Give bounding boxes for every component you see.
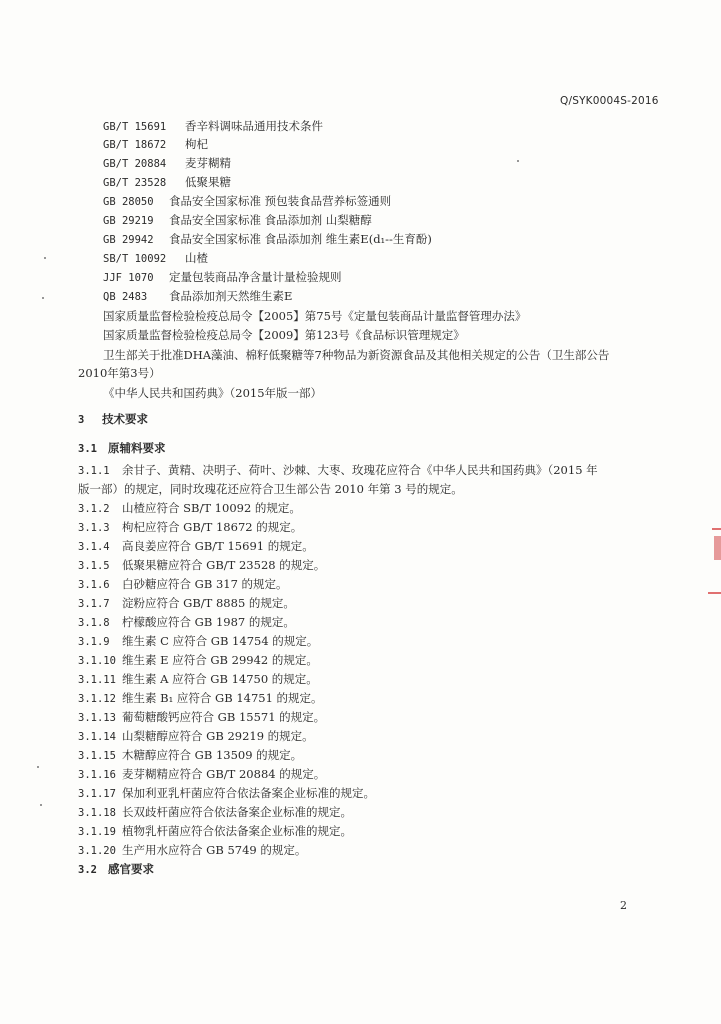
requirement-item: [78, 728, 314, 745]
requirement-item: [78, 766, 325, 783]
reference-title: 枸杞: [185, 137, 208, 151]
subsection-heading: [78, 440, 166, 457]
requirement-text: 保加利亚乳杆菌应符合依法备案企业标准的规定。: [122, 786, 375, 800]
reference-title: 食品安全国家标准 食品添加剂 山梨糖醇: [169, 213, 372, 227]
requirement-item: [78, 595, 295, 612]
reference-item: [103, 193, 391, 210]
requirement-number: 3.1.16: [78, 769, 116, 781]
requirement-number: 3.1.5: [78, 560, 110, 572]
regulation-order: 国家质量监督检验检疫总局令【2005】第75号《定量包装商品计量监督管理办法》: [103, 309, 527, 323]
announcement-line: 卫生部关于批准DHA藻油、棉籽低聚糖等7种物品为新资源食品及其他相关规定的公告（卫生部公告: [103, 348, 610, 362]
requirement-text: 木糖醇应符合 GB 13509 的规定。: [122, 748, 303, 762]
requirement-number: 3.1.10: [78, 655, 116, 667]
requirement-number: 3.1.2: [78, 503, 110, 515]
requirement-text: 维生素 A 应符合 GB 14750 的规定。: [122, 672, 318, 686]
requirement-item: [78, 500, 301, 517]
reference-item: [103, 250, 208, 267]
reference-title: 食品添加剂天然维生素E: [169, 289, 293, 303]
requirement-text: 枸杞应符合 GB/T 18672 的规定。: [122, 520, 303, 534]
reference-code: GB/T 23528: [103, 177, 167, 189]
subsection-heading: [78, 861, 154, 878]
requirement-item: [78, 804, 352, 821]
requirement-continuation: 版一部）的规定，同时玫瑰花还应符合卫生部公告 2010 年第 3 号的规定。: [78, 482, 463, 496]
reference-title: 食品安全国家标准 预包装食品营养标签通则: [169, 194, 392, 208]
requirement-item: [78, 747, 302, 764]
requirement-text: 植物乳杆菌应符合依法备案企业标准的规定。: [122, 824, 352, 838]
requirement-number: 3.1.9: [78, 636, 110, 648]
reference-item: [103, 118, 323, 135]
requirement-text: 生产用水应符合 GB 5749 的规定。: [122, 843, 307, 857]
seal-fragment: [714, 536, 721, 560]
requirement-number: 3.1.15: [78, 750, 116, 762]
reference-code: GB 29219: [103, 215, 154, 227]
section-number: 3: [78, 414, 85, 426]
pharmacopoeia-reference: 《中华人民共和国药典》（2015年版一部）: [103, 386, 323, 400]
requirement-number: 3.1.6: [78, 579, 110, 591]
subsection-title: 感官要求: [108, 862, 154, 876]
requirement-number: 3.1.8: [78, 617, 110, 629]
requirement-text: 高良姜应符合 GB/T 15691 的规定。: [122, 539, 314, 553]
requirement-number: 3.1.13: [78, 712, 116, 724]
requirement-item: [78, 557, 325, 574]
requirement-item: [78, 842, 306, 859]
reference-item: [103, 155, 231, 172]
requirement-number: 3.1.7: [78, 598, 110, 610]
requirement-text: 维生素 C 应符合 GB 14754 的规定。: [122, 634, 319, 648]
reference-title: 定量包装商品净含量计量检验规则: [169, 270, 342, 284]
scan-speck: [40, 804, 42, 806]
requirement-item: [78, 576, 288, 593]
seal-fragment: [712, 528, 721, 530]
requirement-text: 白砂糖应符合 GB 317 的规定。: [122, 577, 288, 591]
reference-item: [103, 136, 208, 153]
seal-fragment: [708, 592, 721, 594]
reference-code: QB 2483: [103, 291, 148, 303]
scan-speck: [37, 766, 39, 768]
requirement-number: 3.1.18: [78, 807, 116, 819]
requirement-text: 葡萄糖酸钙应符合 GB 15571 的规定。: [122, 710, 326, 724]
reference-code: GB/T 15691: [103, 121, 167, 133]
reference-item: [103, 269, 342, 286]
section-heading: [78, 411, 148, 428]
requirement-item: [78, 709, 325, 726]
scan-speck: [44, 257, 46, 259]
reference-code: GB 28050: [103, 196, 154, 208]
requirement-text: 维生素 E 应符合 GB 29942 的规定。: [122, 653, 318, 667]
reference-code: GB/T 20884: [103, 158, 167, 170]
requirement-text: 柠檬酸应符合 GB 1987 的规定。: [122, 615, 295, 629]
requirement-number: 3.1.4: [78, 541, 110, 553]
reference-item: [103, 212, 372, 229]
requirement-item: [78, 519, 302, 536]
requirement-number: 3.1.12: [78, 693, 116, 705]
requirement-item: [78, 614, 295, 631]
requirement-item: [78, 785, 375, 802]
subsection-title: 原辅料要求: [108, 441, 166, 455]
reference-code: GB 29942: [103, 234, 154, 246]
requirement-text: 山楂应符合 SB/T 10092 的规定。: [122, 501, 301, 515]
requirement-number: 3.1.20: [78, 845, 116, 857]
scan-speck: [517, 160, 519, 162]
requirement-text: 淀粉应符合 GB/T 8885 的规定。: [122, 596, 295, 610]
reference-item: [103, 288, 292, 305]
reference-title: 低聚果糖: [185, 175, 231, 189]
reference-item: [103, 231, 432, 248]
requirement-item: [78, 652, 318, 669]
requirement-text: 维生素 B₁ 应符合 GB 14751 的规定。: [122, 691, 323, 705]
reference-code: JJF 1070: [103, 272, 154, 284]
scan-speck: [42, 297, 44, 299]
subsection-number: 3.1: [78, 443, 97, 455]
document-code: Q/SYK0004S-2016: [560, 95, 659, 107]
regulation-order: 国家质量监督检验检疫总局令【2009】第123号《食品标识管理规定》: [103, 328, 465, 342]
requirement-number: 3.1.1: [78, 465, 110, 477]
page-number: 2: [620, 899, 627, 912]
requirement-text: 麦芽糊精应符合 GB/T 20884 的规定。: [122, 767, 326, 781]
requirement-item: [78, 671, 318, 688]
requirement-item: [78, 462, 598, 479]
reference-item: [103, 174, 231, 191]
reference-title: 香辛料调味品通用技术条件: [185, 119, 323, 133]
requirement-item: [78, 690, 323, 707]
requirement-text: 低聚果糖应符合 GB/T 23528 的规定。: [122, 558, 326, 572]
requirement-item: [78, 538, 314, 555]
reference-title: 麦芽糊精: [185, 156, 231, 170]
subsection-number: 3.2: [78, 864, 97, 876]
requirement-text: 山梨糖醇应符合 GB 29219 的规定。: [122, 729, 314, 743]
requirement-number: 3.1.11: [78, 674, 116, 686]
reference-title: 山楂: [185, 251, 208, 265]
requirement-text: 长双歧杆菌应符合依法备案企业标准的规定。: [122, 805, 352, 819]
announcement-line: 2010年第3号）: [78, 366, 161, 380]
requirement-text: 余甘子、黄精、决明子、荷叶、沙棘、大枣、玫瑰花应符合《中华人民共和国药典》（2015 年: [122, 463, 598, 477]
section-title: 技术要求: [102, 412, 148, 426]
requirement-number: 3.1.14: [78, 731, 116, 743]
requirement-number: 3.1.19: [78, 826, 116, 838]
reference-title: 食品安全国家标准 食品添加剂 维生素E(d₁--生育酚): [169, 232, 432, 246]
reference-code: GB/T 18672: [103, 139, 167, 151]
requirement-number: 3.1.3: [78, 522, 110, 534]
requirement-number: 3.1.17: [78, 788, 116, 800]
reference-code: SB/T 10092: [103, 253, 167, 265]
requirement-item: [78, 823, 352, 840]
requirement-item: [78, 633, 318, 650]
